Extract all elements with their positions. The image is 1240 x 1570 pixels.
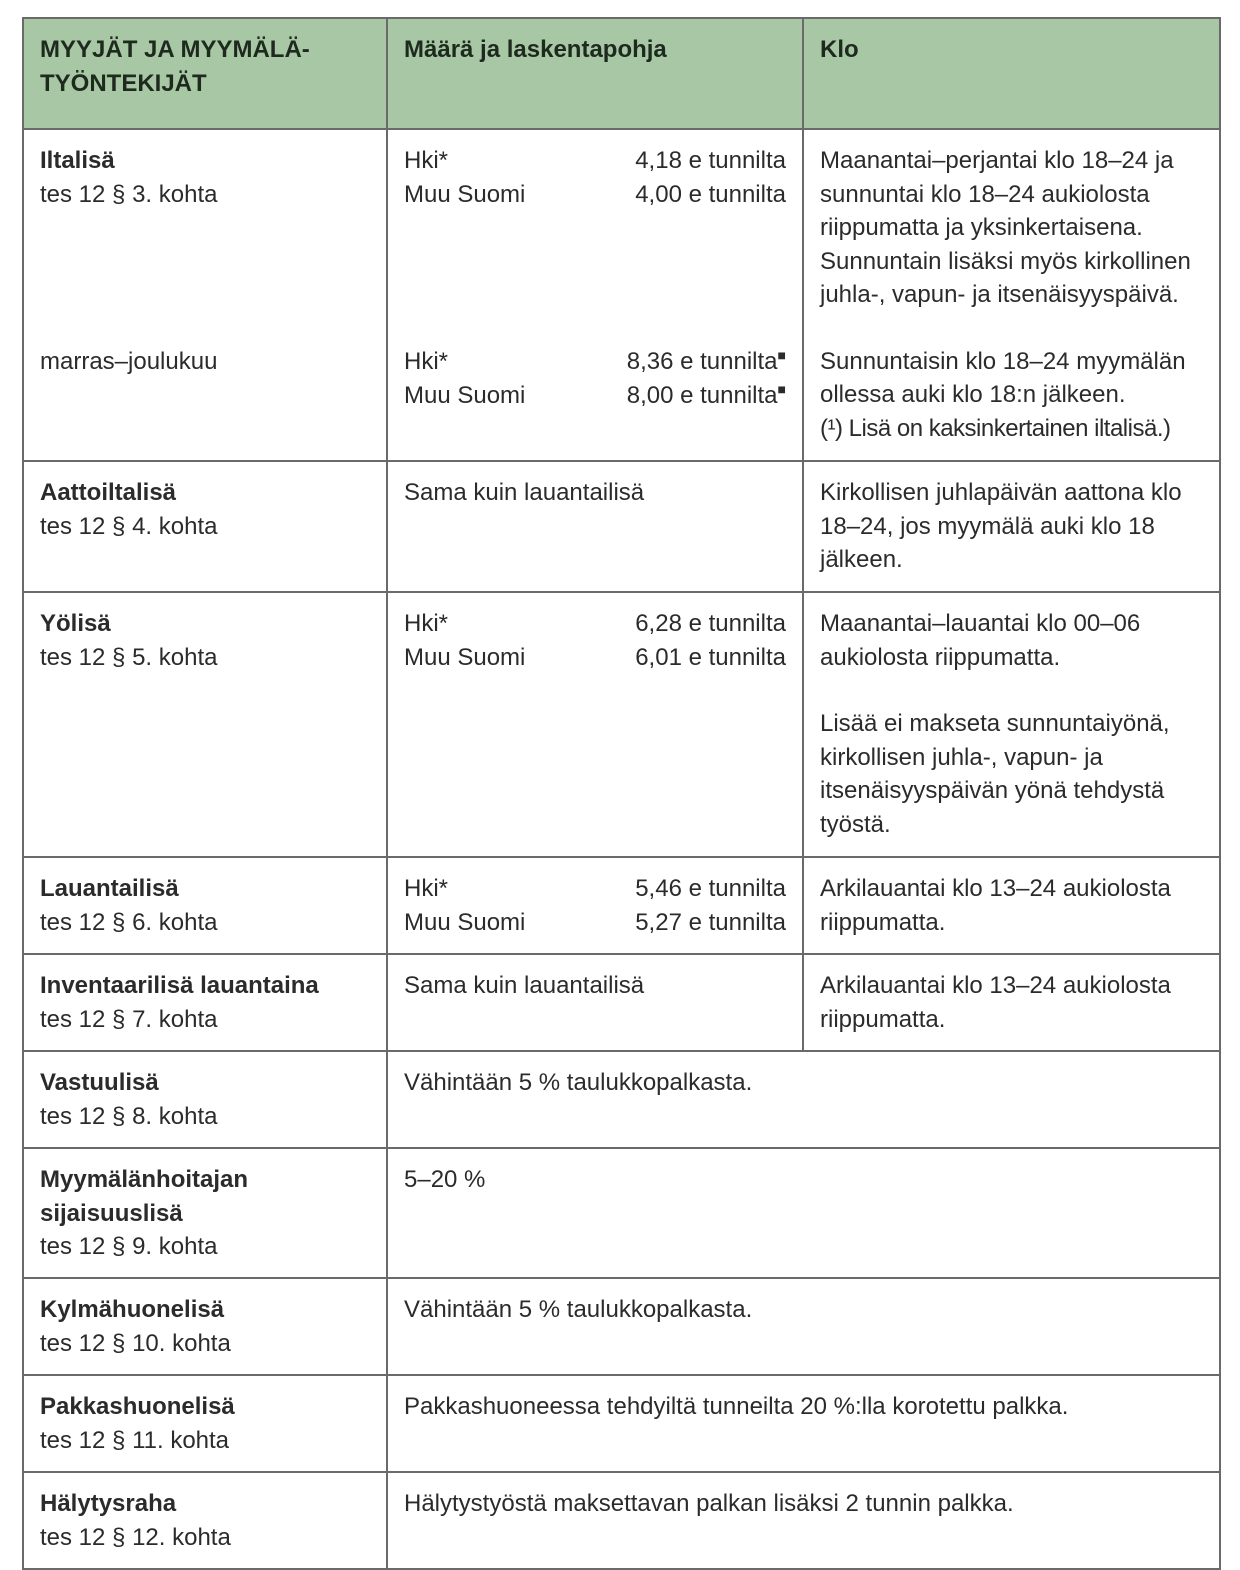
- yolisa-time2: Lisää ei makseta sunnuntaiyönä, kirkollisen juhla-, vapun- ja itsenäisyyspäivän yönä tehdystä työstä.: [820, 710, 1170, 838]
- yolisa-name: Yölisä: [40, 610, 111, 637]
- iltalisa-time3: (¹) Lisä on kaksinkertainen iltalisä.): [820, 414, 1171, 442]
- iltalisa-amount-cell: [387, 129, 803, 461]
- vastuulisa-ref: tes 12 § 8. kohta: [40, 1102, 218, 1130]
- allowances-table: [22, 17, 1221, 1570]
- kylmahuone-ref: tes 12 § 10. kohta: [40, 1329, 231, 1357]
- amount-label: Hki*: [404, 875, 449, 902]
- amount-value: 5,27 e tunnilta: [635, 908, 786, 936]
- sijaisuus-amount: 5–20 %: [387, 1148, 1220, 1278]
- amount-line: [404, 607, 786, 641]
- yolisa-amount-cell: [387, 592, 803, 857]
- amount-line: [404, 379, 786, 413]
- kylmahuone-amount: Vähintään 5 % taulukkopalkasta.: [387, 1278, 1220, 1375]
- amount-label: Muu Suomi: [404, 381, 526, 409]
- vastuulisa-name-cell: [23, 1051, 387, 1148]
- header-row: [23, 18, 1220, 129]
- row-sijaisuus: [23, 1148, 1220, 1278]
- row-vastuulisa: [23, 1051, 1220, 1148]
- amount-value: 4,18 e tunnilta: [635, 147, 786, 174]
- yolisa-time1: Maanantai–lauantai klo 00–06 aukiolosta riippumatta.: [820, 610, 1141, 671]
- inventaari-ref: tes 12 § 7. kohta: [40, 1005, 218, 1033]
- pakkashuone-ref: tes 12 § 11. kohta: [40, 1426, 230, 1454]
- halytysraha-ref: tes 12 § 12. kohta: [40, 1523, 231, 1551]
- iltalisa-name-cell: [23, 129, 387, 461]
- header-col1: MYYJÄT JA MYYMÄLÄ-TYÖNTEKIJÄT: [23, 18, 387, 129]
- yolisa-ref: tes 12 § 5. kohta: [40, 643, 218, 671]
- yolisa-name-cell: [23, 592, 387, 857]
- halytysraha-name-cell: [23, 1472, 387, 1569]
- halytysraha-name: Hälytysraha: [40, 1490, 177, 1517]
- iltalisa-sub-label: marras–joulukuu: [40, 348, 218, 375]
- amount-line: [404, 144, 786, 178]
- footnote-marker-icon: ■: [777, 347, 786, 363]
- pakkashuone-amount: Pakkashuoneessa tehdyiltä tunneilta 20 %:lla korotettu palkka.: [387, 1375, 1220, 1472]
- iltalisa-time1: Maanantai–perjantai klo 18–24 ja sunnuntai klo 18–24 aukiolosta riippumatta ja yksinkertaisena. Sunnuntain lisäksi myös kirkollinen juhla-, vapun- ja itsenäisyyspäivä.: [820, 147, 1191, 308]
- row-yolisa: [23, 592, 1220, 857]
- footnote-marker-icon: ■: [777, 380, 786, 397]
- header-col3: Klo: [803, 18, 1220, 129]
- aattoiltalisa-time: Kirkollisen juhlapäivän aattona klo 18–24, jos myymälä auki klo 18 jälkeen.: [803, 461, 1220, 592]
- amount-line: [404, 345, 786, 379]
- amount-label: Hki*: [404, 147, 449, 174]
- vastuulisa-amount: Vähintään 5 % taulukkopalkasta.: [387, 1051, 1220, 1148]
- amount-label: Hki*: [404, 348, 449, 375]
- iltalisa-time2: Sunnuntaisin klo 18–24 myymälän ollessa auki klo 18:n jälkeen.: [820, 347, 1186, 408]
- yolisa-time-cell: [803, 592, 1220, 857]
- amount-label: Hki*: [404, 610, 449, 637]
- lauantailisa-ref: tes 12 § 6. kohta: [40, 908, 218, 936]
- row-kylmahuone: [23, 1278, 1220, 1375]
- kylmahuone-name-cell: [23, 1278, 387, 1375]
- amount-value: 6,01 e tunnilta: [635, 643, 786, 671]
- amount-value: 4,00 e tunnilta: [635, 180, 786, 208]
- amount-label: Muu Suomi: [404, 908, 526, 936]
- header-col2: Määrä ja laskentapohja: [387, 18, 803, 129]
- aattoiltalisa-name: Aattoiltalisä: [40, 479, 177, 506]
- amount-label: Muu Suomi: [404, 180, 526, 208]
- aattoiltalisa-ref: tes 12 § 4. kohta: [40, 512, 218, 540]
- row-inventaari: [23, 954, 1220, 1051]
- iltalisa-name: Iltalisä: [40, 147, 115, 174]
- aattoiltalisa-amount: Sama kuin lauantailisä: [387, 461, 803, 592]
- lauantailisa-amount-cell: [387, 857, 803, 954]
- lauantailisa-name: Lauantailisä: [40, 875, 179, 902]
- kylmahuone-name: Kylmähuonelisä: [40, 1296, 225, 1323]
- inventaari-name-cell: [23, 954, 387, 1051]
- iltalisa-ref: tes 12 § 3. kohta: [40, 180, 218, 208]
- amount-line: [404, 872, 786, 906]
- amount-value: 6,28 e tunnilta: [635, 610, 786, 637]
- sijaisuus-ref: tes 12 § 9. kohta: [40, 1233, 218, 1260]
- inventaari-name: Inventaarilisä lauantaina: [40, 972, 319, 999]
- amount-value: 8,00 e tunnilta: [626, 381, 778, 409]
- inventaari-time: Arkilauantai klo 13–24 aukiolosta riippumatta.: [803, 954, 1220, 1051]
- pakkashuone-name-cell: [23, 1375, 387, 1472]
- row-iltalisa: [23, 129, 1220, 461]
- inventaari-amount: Sama kuin lauantailisä: [387, 954, 803, 1051]
- sijaisuus-name: Myymälänhoitajan sijaisuuslisä: [40, 1166, 249, 1227]
- lauantailisa-name-cell: [23, 857, 387, 954]
- row-pakkashuone: [23, 1375, 1220, 1472]
- lauantailisa-time: Arkilauantai klo 13–24 aukiolosta riippumatta.: [803, 857, 1220, 954]
- amount-value: 5,46 e tunnilta: [635, 875, 786, 902]
- iltalisa-time-cell: [803, 129, 1220, 461]
- row-halytysraha: [23, 1472, 1220, 1569]
- row-lauantailisa: [23, 857, 1220, 954]
- amount-line: [404, 641, 786, 675]
- aattoiltalisa-name-cell: [23, 461, 387, 592]
- halytysraha-amount: Hälytystyöstä maksettavan palkan lisäksi 2 tunnin palkka.: [387, 1472, 1220, 1569]
- pakkashuone-name: Pakkashuonelisä: [40, 1393, 235, 1420]
- amount-value: 8,36 e tunnilta: [626, 348, 778, 375]
- amount-label: Muu Suomi: [404, 643, 526, 671]
- amount-line: [404, 906, 786, 940]
- sijaisuus-name-cell: [23, 1148, 387, 1278]
- amount-line: [404, 178, 786, 212]
- vastuulisa-name: Vastuulisä: [40, 1069, 159, 1096]
- row-aattoiltalisa: [23, 461, 1220, 592]
